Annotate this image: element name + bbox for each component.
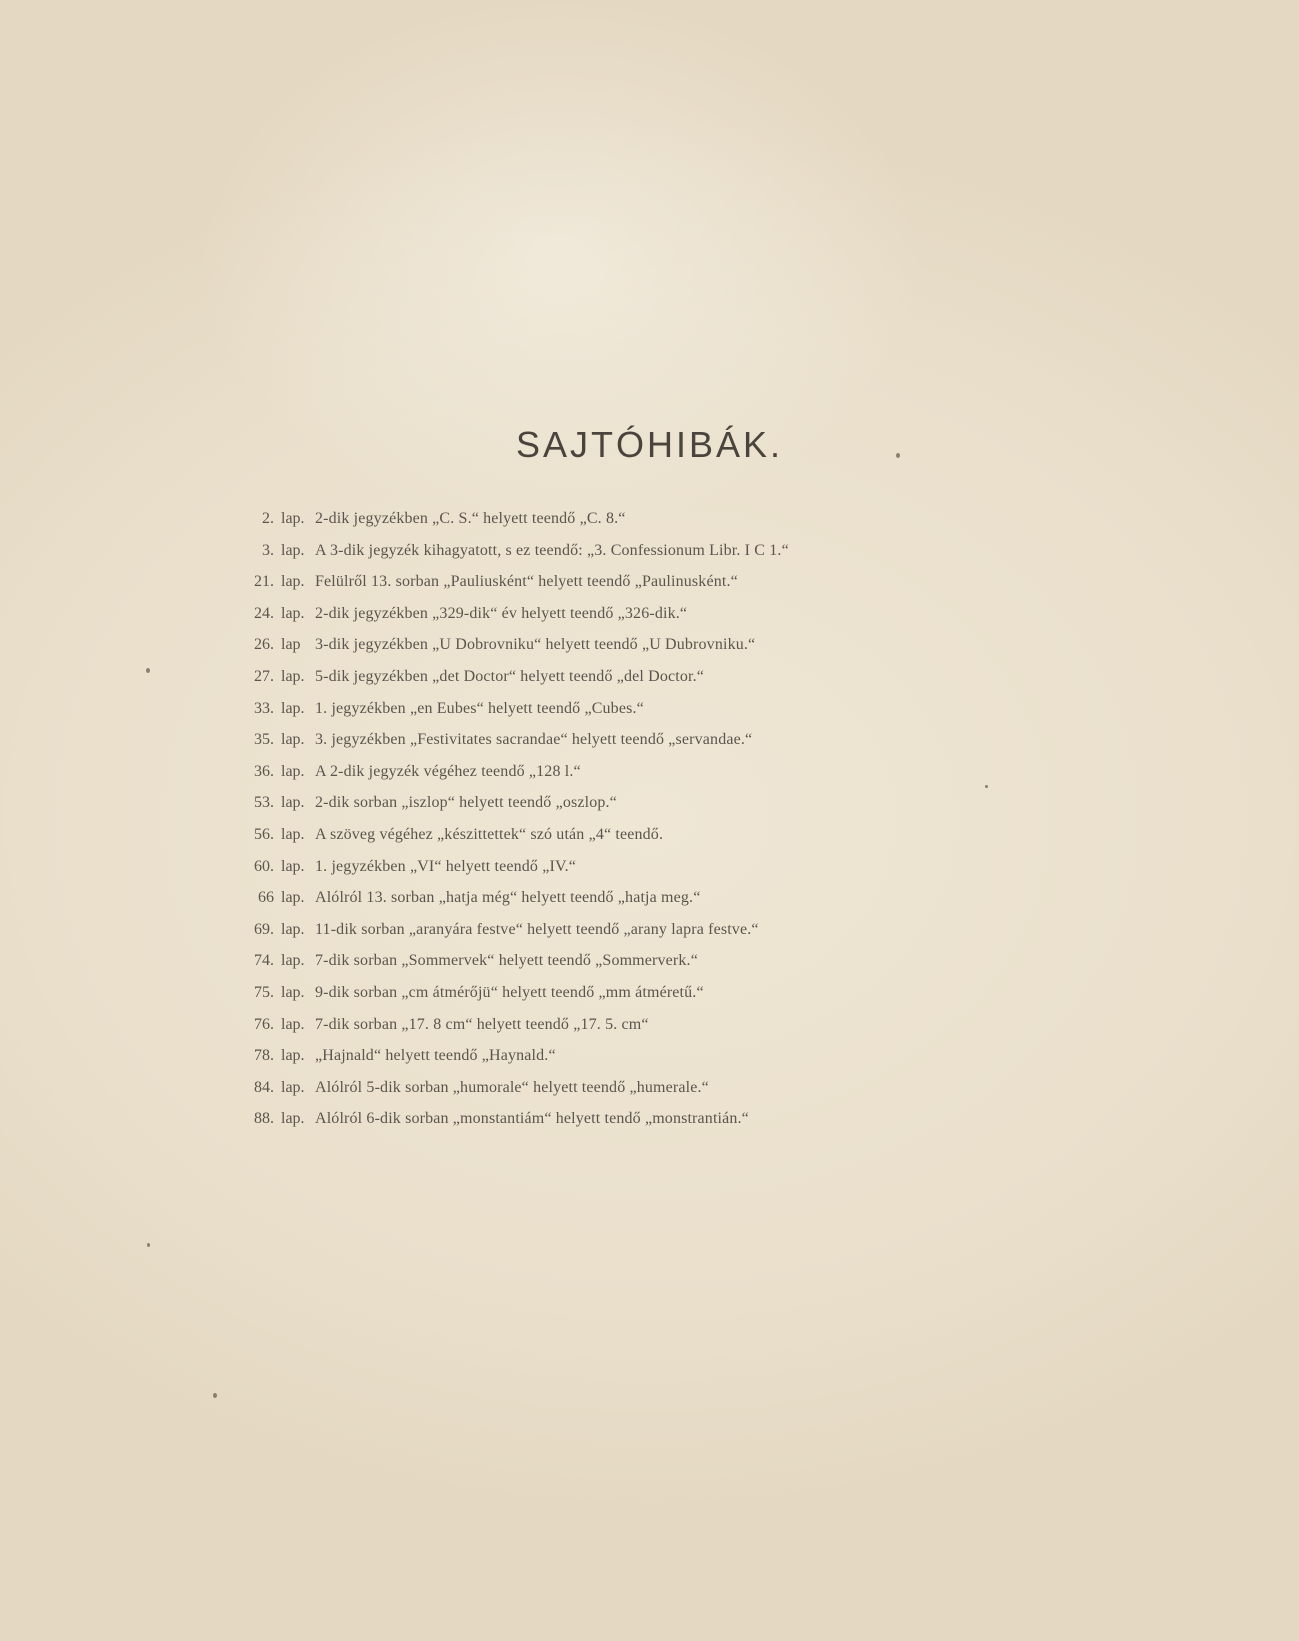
entry-page-number: 76. bbox=[254, 1015, 274, 1033]
entry-correction-text: A szöveg végéhez „készittettek“ szó után „4“ teendő. bbox=[315, 825, 664, 843]
entry-lap-label: lap. bbox=[281, 510, 305, 527]
errata-entry bbox=[234, 919, 934, 951]
errata-entry bbox=[234, 1014, 934, 1046]
entry-page-number: 53. bbox=[254, 794, 274, 812]
errata-entry bbox=[234, 1045, 934, 1077]
entry-page-number: 21. bbox=[254, 573, 274, 591]
entry-lap-label: lap. bbox=[281, 952, 305, 970]
errata-entry bbox=[234, 950, 934, 982]
paper-speck bbox=[213, 1393, 217, 1398]
entry-page-number: 26. bbox=[254, 636, 274, 654]
entry-lap-label: lap. bbox=[281, 1110, 305, 1128]
entry-page-number: 35. bbox=[254, 731, 274, 749]
entry-lap-label: lap. bbox=[281, 731, 305, 749]
entry-correction-text: 3. jegyzékben „Festivitates sacrandae“ helyett teendő „servandae.“ bbox=[315, 731, 753, 749]
errata-entry bbox=[234, 792, 934, 824]
entry-page-number: 27. bbox=[254, 667, 274, 685]
errata-entry bbox=[234, 666, 934, 698]
entry-lap-label: lap. bbox=[281, 667, 305, 685]
entry-page-number: 66 bbox=[258, 889, 274, 907]
entry-lap-label: lap. bbox=[281, 857, 305, 875]
errata-entry bbox=[234, 1077, 934, 1109]
entry-correction-text: 2-dik jegyzékben „329-dik“ év helyett teendő „326-dik.“ bbox=[315, 604, 688, 622]
entry-page-number: 36. bbox=[254, 762, 274, 780]
entry-lap-label: lap. bbox=[281, 604, 305, 622]
errata-entry bbox=[234, 571, 934, 603]
entry-lap-label: lap. bbox=[281, 825, 305, 843]
paper-speck bbox=[896, 453, 900, 458]
entry-correction-text: 7-dik sorban „17. 8 cm“ helyett teendő „17. 5. cm“ bbox=[315, 1015, 649, 1033]
entry-lap-label: lap. bbox=[281, 920, 305, 938]
entry-lap-label: lap. bbox=[281, 794, 305, 812]
page-title: SAJTÓHIBÁK. bbox=[515, 424, 784, 465]
entry-correction-text: Alólról 5-dik sorban „humorale“ helyett teendő „humerale.“ bbox=[315, 1078, 709, 1096]
entry-correction-text: A 3-dik jegyzék kihagyatott, s ez teendő: „3. Confessionum Libr. I C 1.“ bbox=[315, 541, 789, 559]
entry-correction-text: Felülről 13. sorban „Pauliusként“ helyett teendő „Paulinusként.“ bbox=[315, 573, 738, 591]
entry-page-number: 3. bbox=[262, 541, 274, 559]
entry-correction-text: A 2-dik jegyzék végéhez teendő „128 l.“ bbox=[315, 762, 581, 780]
entry-page-number: 88. bbox=[254, 1110, 274, 1128]
entry-lap-label: lap. bbox=[281, 541, 305, 559]
entry-page-number: 24. bbox=[254, 604, 274, 622]
entry-lap-label: lap. bbox=[281, 983, 305, 1001]
errata-entry bbox=[234, 698, 934, 730]
entry-lap-label: lap bbox=[281, 636, 301, 654]
entry-page-number: 2. bbox=[262, 510, 274, 527]
entry-correction-text: 11-dik sorban „aranyára festve“ helyett teendő „arany lapra festve.“ bbox=[315, 920, 759, 938]
entry-page-number: 56. bbox=[254, 825, 274, 843]
entry-lap-label: lap. bbox=[281, 762, 305, 780]
entry-page-number: 84. bbox=[254, 1078, 274, 1096]
entry-lap-label: lap. bbox=[281, 573, 305, 591]
entry-lap-label: lap. bbox=[281, 1078, 305, 1096]
errata-entry bbox=[234, 729, 934, 761]
paper-speck bbox=[147, 1243, 150, 1247]
entry-correction-text: 1. jegyzékben „VI“ helyett teendő „IV.“ bbox=[315, 857, 576, 875]
entry-correction-text: „Hajnald“ helyett teendő „Haynald.“ bbox=[315, 1047, 556, 1065]
errata-entry bbox=[234, 508, 934, 540]
entry-correction-text: 2-dik jegyzékben „C. S.“ helyett teendő „C. 8.“ bbox=[315, 510, 626, 527]
errata-entry bbox=[234, 1108, 934, 1140]
entry-lap-label: lap. bbox=[281, 889, 305, 907]
entry-page-number: 75. bbox=[254, 983, 274, 1001]
entry-page-number: 33. bbox=[254, 699, 274, 717]
errata-list bbox=[234, 508, 934, 1140]
paper-speck bbox=[146, 668, 150, 673]
errata-entry bbox=[234, 887, 934, 919]
entry-correction-text: 2-dik sorban „iszlop“ helyett teendő „oszlop.“ bbox=[315, 794, 617, 812]
errata-entry bbox=[234, 824, 934, 856]
errata-entry bbox=[234, 761, 934, 793]
errata-entry bbox=[234, 540, 934, 572]
entry-lap-label: lap. bbox=[281, 699, 305, 717]
errata-entry bbox=[234, 603, 934, 635]
entry-correction-text: 3-dik jegyzékben „U Dobrovniku“ helyett teendő „U Dubrovniku.“ bbox=[315, 636, 756, 654]
entry-page-number: 60. bbox=[254, 857, 274, 875]
entry-lap-label: lap. bbox=[281, 1047, 305, 1065]
entry-correction-text: Alólról 6-dik sorban „monstantiám“ helyett tendő „monstrantián.“ bbox=[315, 1110, 749, 1128]
paper-speck bbox=[985, 785, 988, 788]
entry-correction-text: 7-dik sorban „Sommervek“ helyett teendő „Sommerverk.“ bbox=[315, 952, 698, 970]
entry-lap-label: lap. bbox=[281, 1015, 305, 1033]
entry-correction-text: 9-dik sorban „cm átmérőjü“ helyett teendő „mm átméretű.“ bbox=[315, 983, 704, 1001]
entry-correction-text: 1. jegyzékben „en Eubes“ helyett teendő „Cubes.“ bbox=[315, 699, 644, 717]
errata-entry bbox=[234, 634, 934, 666]
errata-entry bbox=[234, 982, 934, 1014]
entry-page-number: 78. bbox=[254, 1047, 274, 1065]
entry-page-number: 69. bbox=[254, 920, 274, 938]
entry-correction-text: Alólról 13. sorban „hatja még“ helyett teendő „hatja meg.“ bbox=[315, 889, 701, 907]
errata-entry bbox=[234, 856, 934, 888]
entry-correction-text: 5-dik jegyzékben „det Doctor“ helyett teendő „del Doctor.“ bbox=[315, 667, 704, 685]
entry-page-number: 74. bbox=[254, 952, 274, 970]
